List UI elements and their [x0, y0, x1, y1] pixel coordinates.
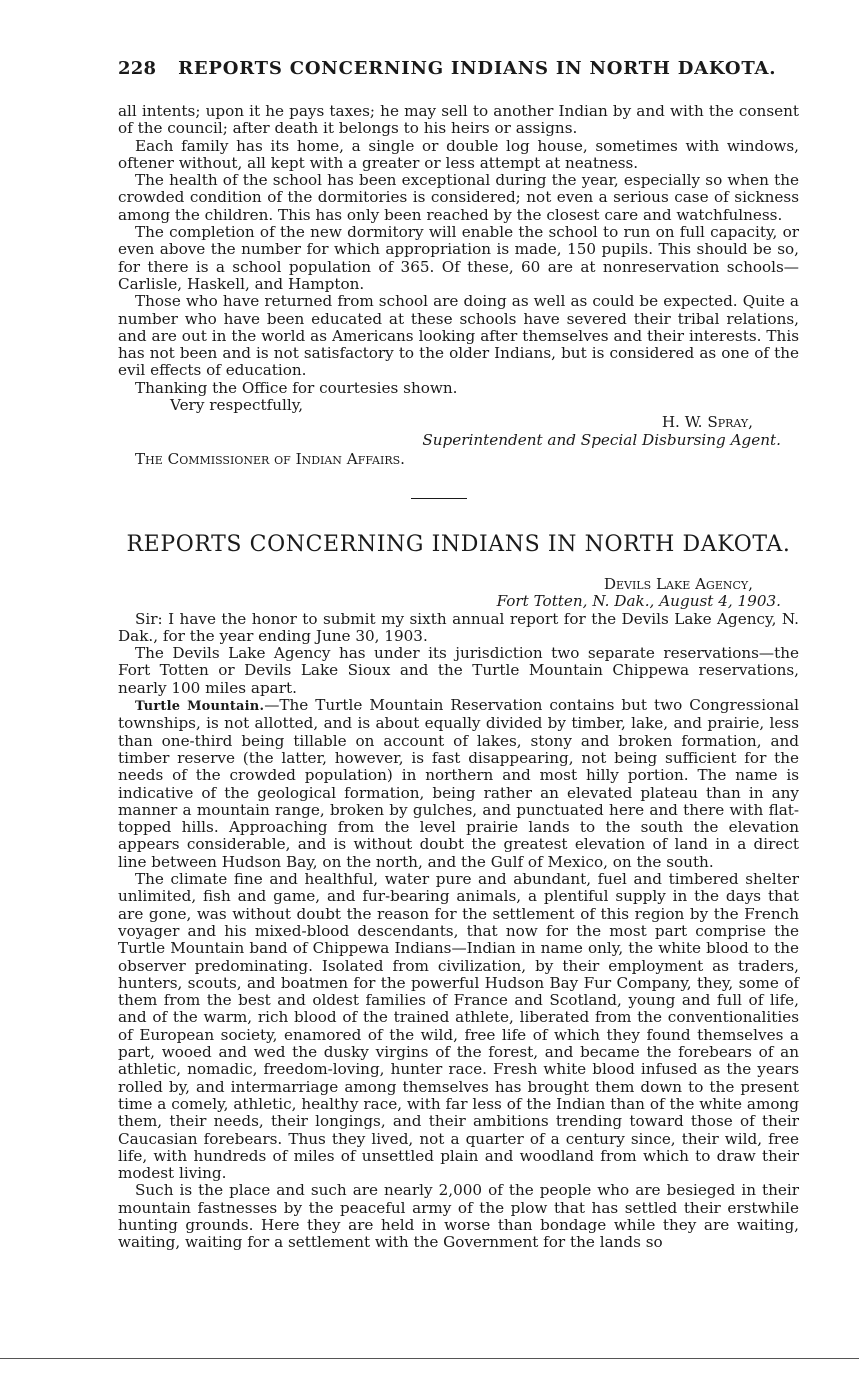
- letter-body: [118, 576, 799, 1252]
- paragraph: Thanking the Office for courtesies shown.: [135, 378, 458, 397]
- dateline: [118, 576, 799, 611]
- section-heading: REPORTS CONCERNING INDIANS IN NORTH DAKOTA.: [126, 532, 791, 557]
- signature-name: H. W. Spray,: [661, 413, 753, 432]
- paragraph: The climate fine and healthful, water pure and abundant, fuel and timbered shelter unlimited, fish and game, and fur-bearing animals, a plentiful supply in the days that are gone, was without doubt the reason for the settlement of this region by the French voyager and his mixed-blood descendants, that now for the most part comprise the Turtle Mountain band of Chippewa Indians—Indian in name only, the white blood to the observer predominating. Isolated from civilization, by their employment as traders, hunters, scouts, and boatmen for the powerful Hudson Bay Fur Company, they, some of them from the best and oldest families of France and Scotland, young and full of life, and of the warm, rich blood of the trained athlete, liberated from the conventionalities of European society, enamored of the wild, free life of which they found themselves a part, wooed and wed the dusky virgins of the forest, and became the forebears of an athletic, nomadic, freedom-loving, hunter race. Fresh white blood infused as the years rolled by, and intermarriage among themselves has brought them down to the present time a comely, athletic, healthy race, with far less of the Indian than of the white among them, their needs, their longings, and their ambitions trending toward those of their Caucasian forebears. Thus they lived, not a quarter of a century since, their wild, free life, with hundreds of miles of unsettled plain and woodland from which to draw their modest living.: [118, 870, 799, 1183]
- signature-title: Superintendent and Special Disbursing Agent.: [422, 430, 781, 449]
- paragraph: The health of the school has been exceptional during the year, especially so when the crowded condition of the dormitories is considered; not even a serious case of sickness among the children. This has only been reached by the closest care and watchfulness.: [118, 171, 799, 224]
- place-date: Fort Totten, N. Dak., August 4, 1903.: [496, 592, 781, 611]
- addressee: The Commissioner of Indian Affairs.: [135, 449, 405, 468]
- top-section: [118, 103, 799, 468]
- paragraph: Such is the place and such are nearly 2,000 of the people who are besieged in their mountain fastnesses by the peaceful army of the plow that has settled their erstwhile hunting grounds. Here they are held in worse than bondage while they are waiting, waiting, waiting for a settlement with the Government for the lands so: [118, 1181, 799, 1252]
- paragraph: The completion of the new dormitory will enable the school to run on full capacity, or even above the number for which appropriation is made, 150 pupils. This should be so, for there is a school population of 365. Of these, 60 are at nonreservation schools—Carlisle, Haskell, and Hampton.: [118, 223, 799, 293]
- paragraph: The Devils Lake Agency has under its jurisdiction two separate reservations—the Fort Totten or Devils Lake Sioux and the Turtle Mountain Chippewa reservations, nearly 100 miles apart.: [118, 644, 799, 697]
- paragraph: Sir: I have the honor to submit my sixth annual report for the Devils Lake Agency, N. Dak., for the year ending June 30, 1903.: [118, 609, 799, 645]
- running-title: REPORTS CONCERNING INDIANS IN NORTH DAKOTA.: [178, 58, 777, 79]
- paragraph-text: —The Turtle Mountain Reservation contains but two Congressional townships, is not allotted, and is about equally divided by timber, lake, and prairie, less than one-third being tillable on account of lakes, stony and broken formation, and timber reserve (the latter, however, is fast disappearing, not being sufficient for the needs of the crowded population) in northern and most hilly portion. The name is indicative of the geological formation, being rather an elevated plateau than in any manner a mountain range, broken by gulches, and punctuated here and there with flat-topped hills. Approaching from the level prairie lands to the south the elevation appears considerable, and is without doubt the greatest elevation of land in a direct line between Hudson Bay, on the north, and the Gulf of Mexico, on the south.: [118, 696, 799, 871]
- page-bottom-edge: [0, 1358, 859, 1359]
- closing: Very respectfully,: [170, 396, 304, 415]
- paragraph: [118, 697, 799, 871]
- agency-name: Devils Lake Agency,: [603, 575, 753, 593]
- paragraph: Each family has its home, a single or double log house, sometimes with windows, oftener without, all kept with a greater or less attempt at neatness.: [118, 136, 799, 172]
- page-number: 228: [118, 58, 157, 79]
- paragraph: Those who have returned from school are doing as well as could be expected. Quite a number who have been educated at these schools have severed their tribal relations, and are out in the world as Americans looking after themselves and their interests. This has not been and is not satisfactory to the older Indians, but is considered as one of the evil effects of education.: [118, 292, 799, 380]
- sidehead: Turtle Mountain.: [135, 699, 265, 715]
- running-head: [118, 58, 798, 79]
- paragraph: all intents; upon it he pays taxes; he may sell to another Indian by and with the consent of the council; after death it belongs to his heirs or assigns.: [118, 102, 799, 138]
- section-divider: [411, 498, 467, 499]
